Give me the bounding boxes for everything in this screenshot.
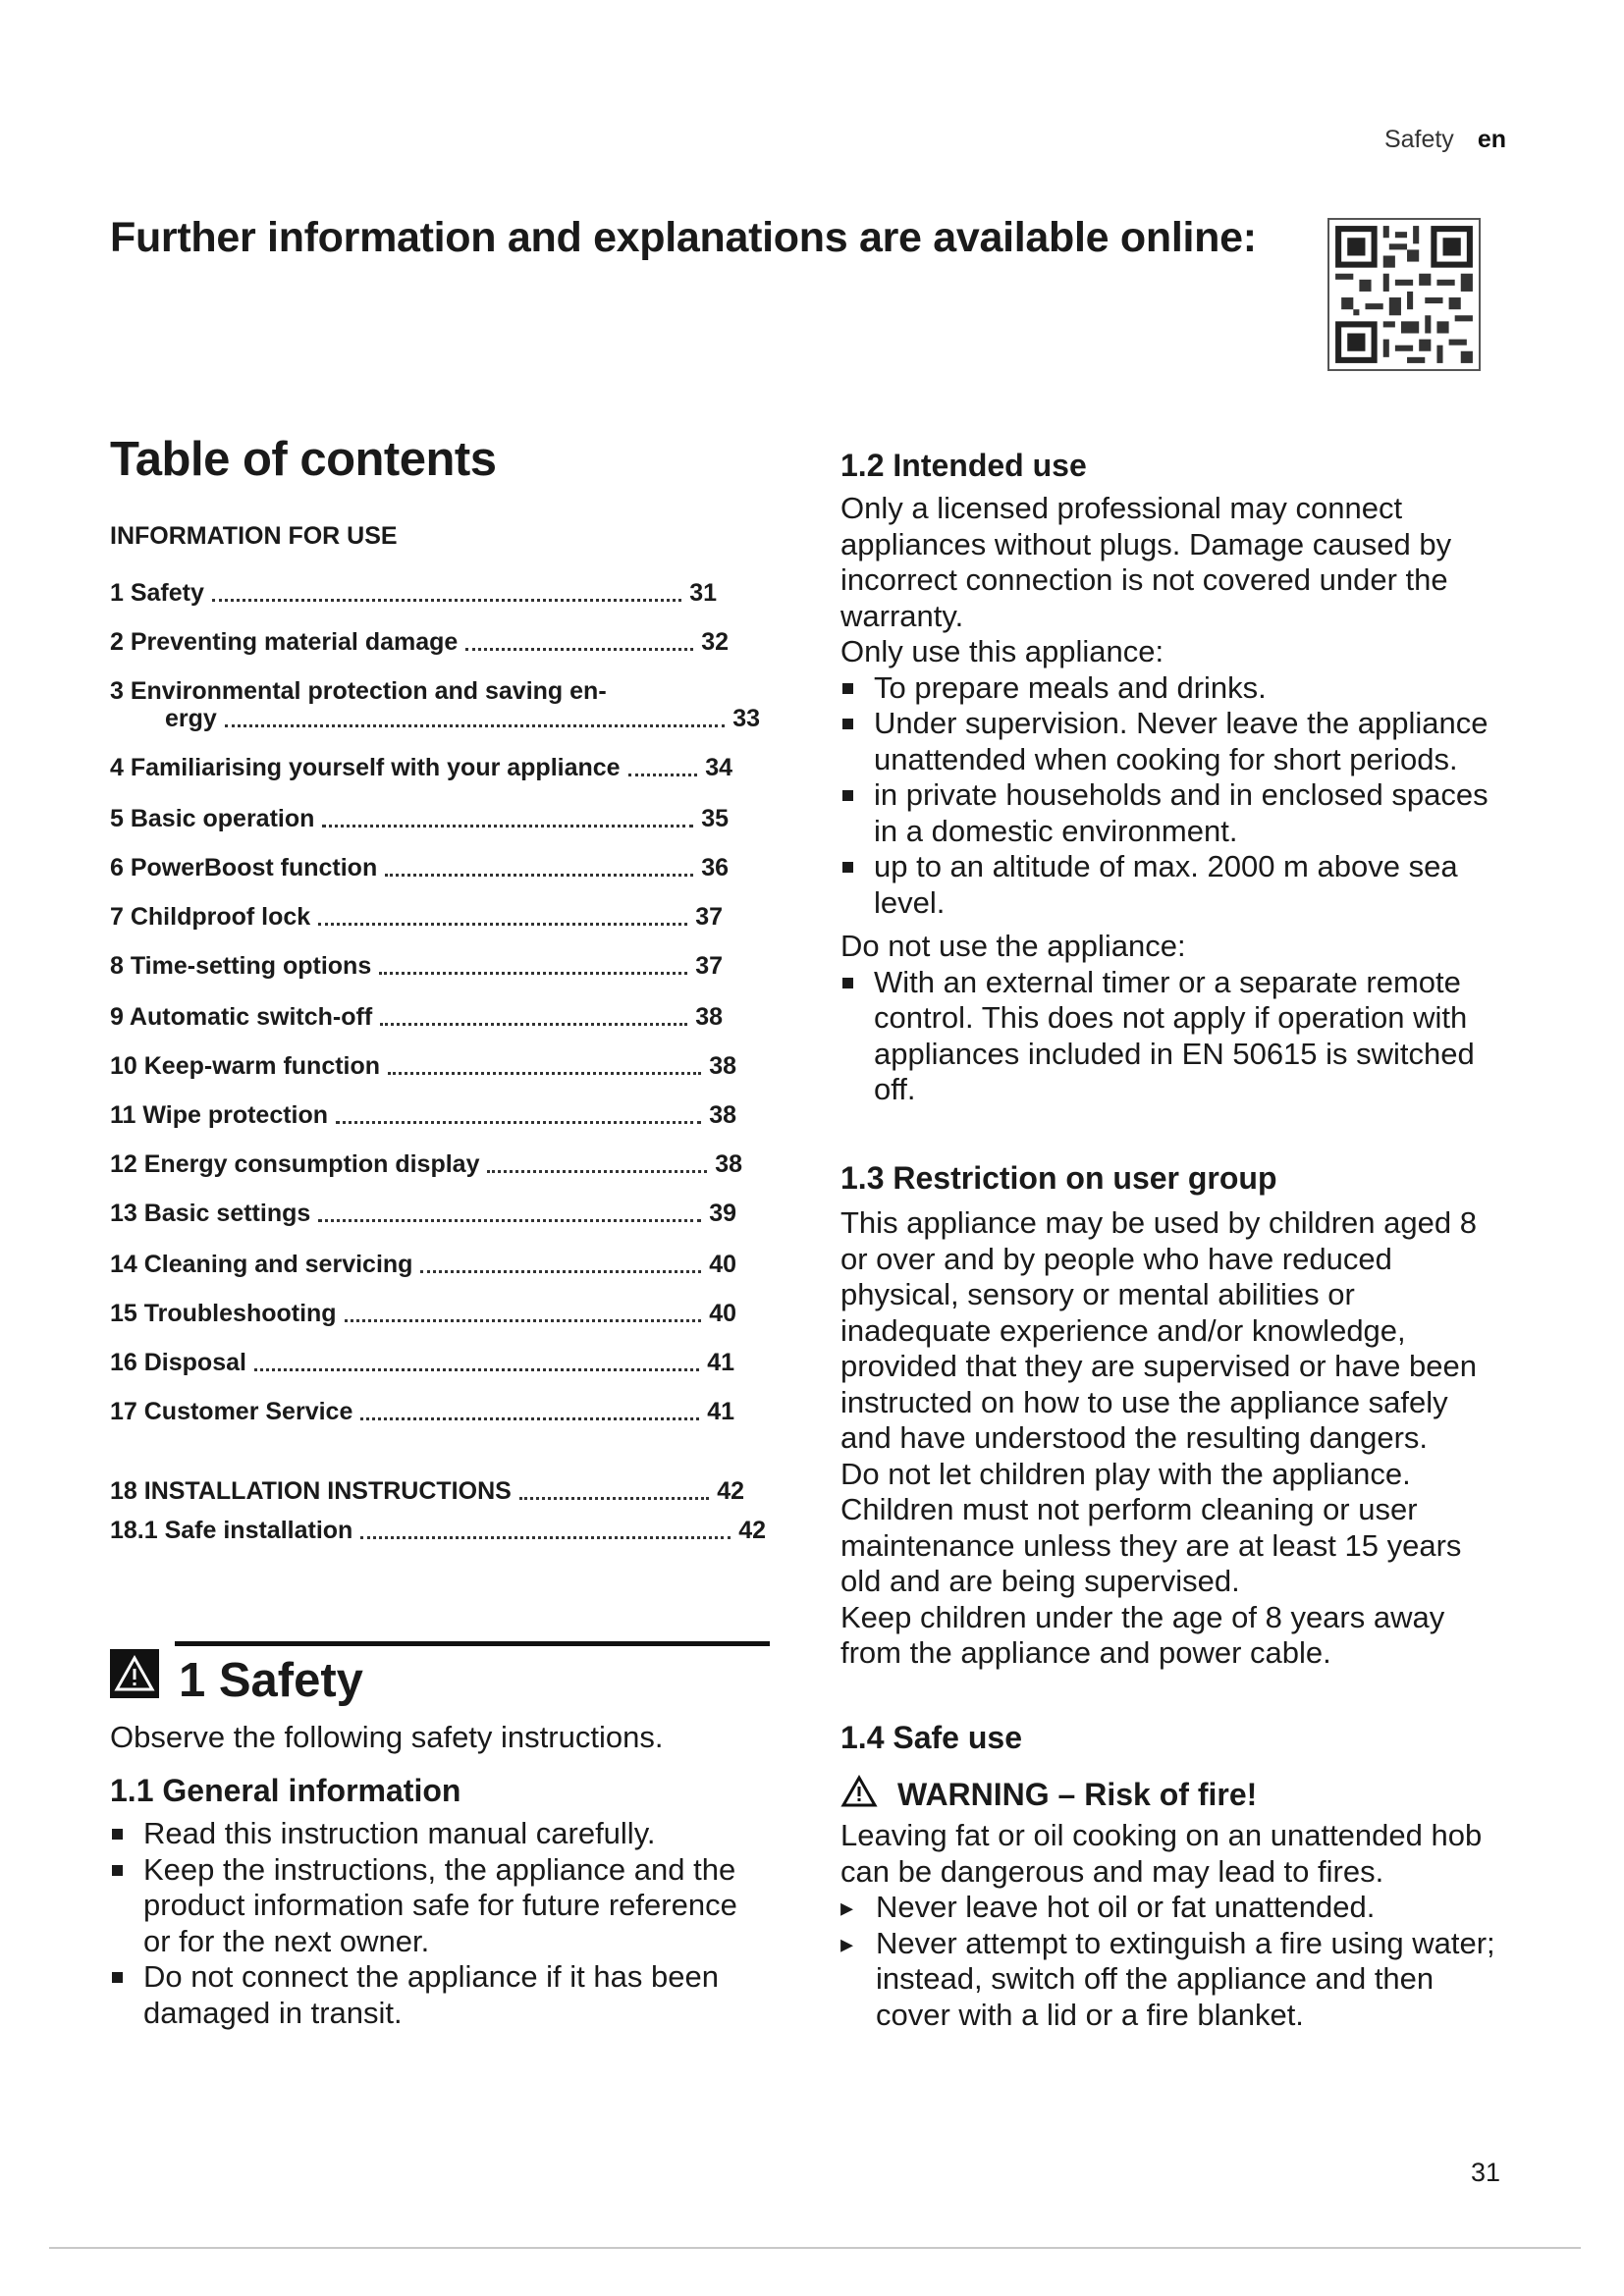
toc-item-page: 39	[709, 1200, 736, 1227]
toc-item-page: 41	[707, 1398, 734, 1425]
paragraph: Children must not perform cleaning or user maintenance unless they are at least 15 years old and are being supervised.	[840, 1492, 1462, 1598]
toc-item[interactable]	[110, 1300, 736, 1328]
header-section: Safety	[1383, 126, 1454, 153]
paragraph: Leaving fat or oil cooking on an unattended hob can be dangerous and may lead to fires.	[840, 1818, 1483, 1889]
list-item: Under supervision. Never leave the appliance unattended when cooking for short periods.	[840, 706, 1500, 777]
toc-item-page: 38	[709, 1052, 736, 1080]
toc-item-label: 18 INSTALLATION INSTRUCTIONS	[110, 1477, 512, 1505]
toc-item[interactable]	[110, 1101, 736, 1130]
restriction-body	[840, 1205, 1500, 1672]
safety-intro: Observe the following safety instructions.	[110, 1720, 664, 1754]
toc-item-label: 5 Basic operation	[110, 805, 315, 832]
toc-item-page: 41	[707, 1349, 734, 1376]
paragraph: Do not use the appliance:	[840, 929, 1186, 963]
toc-item-label: 17 Customer Service	[110, 1398, 353, 1425]
toc-item-page: 37	[695, 952, 723, 980]
toc-item[interactable]	[110, 579, 717, 608]
toc-item-label: 7 Childproof lock	[110, 903, 311, 931]
toc-item-label: 2 Preventing material damage	[110, 628, 459, 656]
toc-item-page: 31	[689, 579, 717, 607]
toc-item[interactable]	[110, 1150, 742, 1179]
warning-label: WARNING – Risk of fire!	[897, 1777, 1258, 1812]
toc-subheading: INFORMATION FOR USE	[110, 522, 398, 550]
safe-use-body	[840, 1818, 1500, 2033]
toc-item-page: 38	[709, 1101, 736, 1129]
toc-item-label: 12 Energy consumption display	[110, 1150, 480, 1178]
section-heading-safety: 1 Safety	[179, 1654, 363, 1707]
toc-item-label: ergy	[165, 705, 217, 732]
toc-item[interactable]	[110, 1398, 734, 1426]
list-item: Do not connect the appliance if it has been damaged in transit.	[110, 1959, 768, 2031]
toc-item-label: 11 Wipe protection	[110, 1101, 329, 1129]
section-rule	[175, 1641, 770, 1646]
toc-item-page: 37	[695, 903, 723, 931]
toc-item[interactable]	[110, 628, 729, 657]
toc-item[interactable]	[110, 952, 723, 981]
list-item: up to an altitude of max. 2000 m above sea level.	[840, 849, 1500, 921]
heading-restriction-user-group: 1.3 Restriction on user group	[840, 1160, 1277, 1196]
list-item: Keep the instructions, the appliance and the product information safe for future reference or for the next owner.	[110, 1852, 768, 1960]
action-item: ▸ Never leave hot oil or fat unattended.	[840, 1890, 1500, 1926]
list-item: To prepare meals and drinks.	[840, 670, 1500, 707]
toc-item-label: 6 PowerBoost function	[110, 854, 378, 881]
toc-item-page: 42	[738, 1517, 766, 1544]
heading-safe-use: 1.4 Safe use	[840, 1720, 1022, 1755]
toc-item-label: 13 Basic settings	[110, 1200, 311, 1227]
paragraph: Only a licensed professional may connect appliances without plugs. Damage caused by incorrect connection is not covered under the warranty.	[840, 491, 1452, 633]
toc-item-page: 40	[709, 1251, 736, 1278]
toc-item[interactable]	[110, 854, 729, 882]
toc-item-page: 42	[717, 1477, 744, 1505]
list-item: With an external timer or a separate remote control. This does not apply if operation with appliances included in EN 50615 is switched off.	[840, 965, 1500, 1108]
toc-item[interactable]	[165, 705, 760, 733]
warning-triangle-icon	[840, 1775, 878, 1808]
qr-code[interactable]	[1327, 218, 1481, 371]
paragraph: This appliance may be used by children aged 8 or over and by people who have reduced physical, sensory or mental abilities or inadequate experience and/or knowledge, provided that they are supervised or have been instructed on how to use the appliance safely and have understood the resulting dangers.	[840, 1205, 1477, 1455]
toc-item-page: 38	[695, 1003, 723, 1031]
toc-item-label: 15 Troubleshooting	[110, 1300, 337, 1327]
list-item: Read this instruction manual carefully.	[110, 1816, 768, 1852]
header-lang: en	[1477, 126, 1506, 153]
toc-item-page: 35	[701, 805, 729, 832]
toc-item[interactable]	[110, 805, 729, 833]
paragraph: Keep children under the age of 8 years away from the appliance and power cable.	[840, 1599, 1445, 1670]
toc-item[interactable]	[110, 1251, 736, 1279]
intended-use-body	[840, 491, 1500, 1108]
toc-item-page: 38	[715, 1150, 742, 1178]
toc-heading: Table of contents	[110, 433, 497, 486]
toc-item-label: 4 Familiarising yourself with your appliance	[110, 754, 621, 781]
general-info-list	[110, 1816, 768, 2031]
toc-item-label: 14 Cleaning and servicing	[110, 1251, 413, 1278]
toc-item-label: 1 Safety	[110, 579, 204, 607]
toc-item[interactable]	[110, 1052, 736, 1081]
toc-item-page: 33	[732, 705, 760, 732]
heading-intended-use: 1.2 Intended use	[840, 448, 1087, 483]
toc-item[interactable]	[110, 754, 732, 782]
toc-item-page: 36	[701, 854, 729, 881]
toc-item[interactable]	[110, 1477, 744, 1506]
action-item: ▸ Never attempt to extinguish a fire using water; instead, switch off the appliance and then cover with a lid or a fire blanket.	[840, 1926, 1500, 2034]
toc-item-label: 16 Disposal	[110, 1349, 246, 1376]
qr-code-icon	[1329, 220, 1479, 369]
toc-item[interactable]	[110, 1200, 736, 1228]
toc-item[interactable]	[110, 1349, 734, 1377]
toc-item[interactable]	[110, 1003, 723, 1032]
toc-item-label: 9 Automatic switch-off	[110, 1003, 373, 1031]
running-header	[1384, 126, 1506, 154]
list-item: in private households and in enclosed spaces in a domestic environment.	[840, 777, 1500, 849]
toc-item-label[interactable]: 3 Environmental protection and saving en-	[110, 677, 607, 705]
toc-item-label: 8 Time-setting options	[110, 952, 372, 980]
toc-item-page: 32	[701, 628, 729, 656]
toc-item[interactable]	[110, 903, 723, 932]
page-number: 31	[1470, 2158, 1500, 2187]
footer-rule	[49, 2247, 1581, 2249]
toc-item-page: 34	[705, 754, 732, 781]
heading-general-information: 1.1 General information	[110, 1773, 461, 1808]
toc-item-label: 10 Keep-warm function	[110, 1052, 381, 1080]
toc-item[interactable]	[110, 1517, 766, 1545]
online-info-heading: Further information and explanations are available online:	[110, 214, 1257, 261]
paragraph: Only use this appliance:	[840, 634, 1164, 668]
toc-item-label: 18.1 Safe installation	[110, 1517, 353, 1544]
toc-item-page: 40	[709, 1300, 736, 1327]
warning-icon	[110, 1649, 159, 1698]
paragraph: Do not let children play with the appliance.	[840, 1456, 1411, 1491]
